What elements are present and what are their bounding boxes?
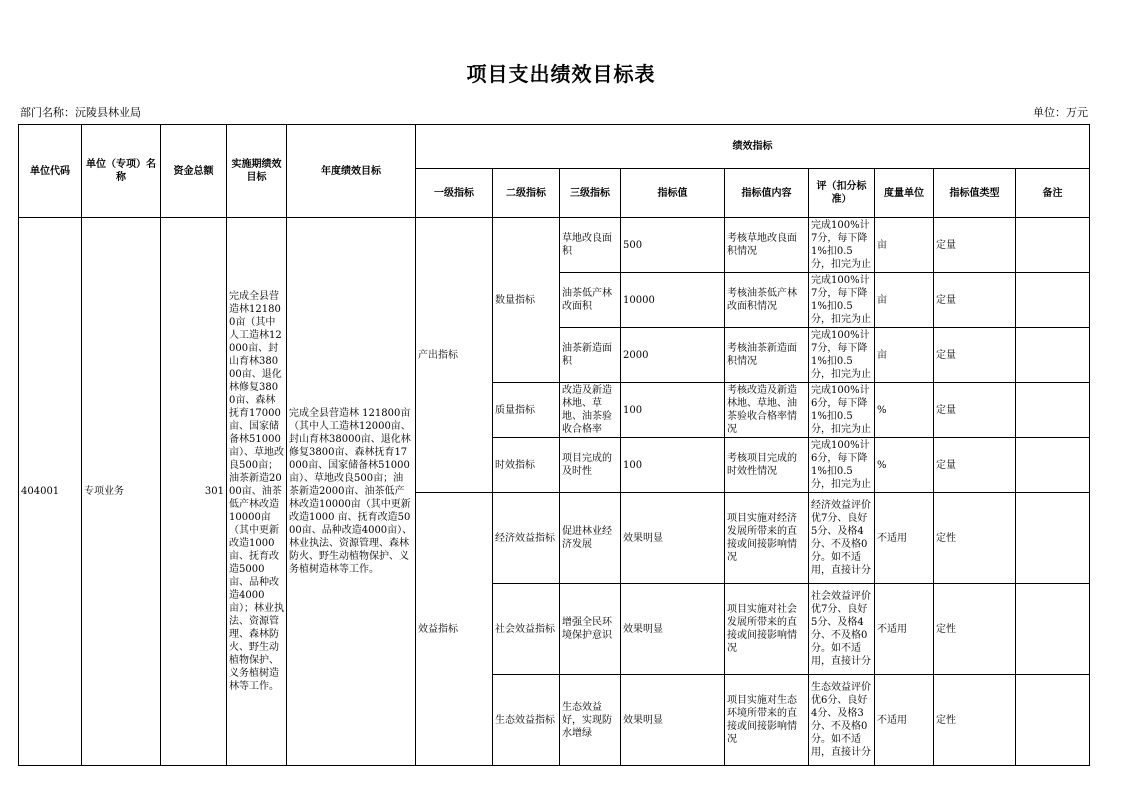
header-level2: 二级指标	[493, 169, 560, 218]
level3-cell: 生态效益好，实现防水增绿	[560, 675, 621, 766]
level3-cell: 油茶低产林改面积	[560, 273, 621, 328]
level2-economic-cell: 经济效益指标	[493, 493, 560, 584]
scoring-cell	[809, 218, 875, 273]
scoring-cell: 社会效益评价优7分、良好5分、及格4分、不及格0分。如不适用，直接计分	[809, 584, 875, 675]
indicator-value-cell: 100	[621, 438, 725, 493]
value-type-cell: 定量	[934, 273, 1016, 328]
total-funds-cell: 301	[161, 218, 227, 766]
indicator-content-cell: 考核草地改良面积情况	[725, 218, 809, 273]
header-period-goal: 实施期绩效目标	[227, 125, 287, 218]
header-indicator-value: 指标值	[621, 169, 725, 218]
header-unit-name: 单位（专项）名称	[82, 125, 161, 218]
remark-cell	[1016, 493, 1090, 584]
header-level3: 三级指标	[560, 169, 621, 218]
page-title: 项目支出绩效目标表	[466, 62, 656, 86]
level2-quantity-cell: 数量指标	[493, 218, 560, 383]
value-type-cell: 定量	[934, 383, 1016, 438]
indicator-content-cell: 考核项目完成的时效性情况	[725, 438, 809, 493]
indicator-value-cell: 500	[621, 218, 725, 273]
scoring-cell	[809, 438, 875, 493]
indicator-value-cell: 100	[621, 383, 725, 438]
unit-of-measure-cell: 亩	[875, 218, 934, 273]
unit-code-cell: 404001	[19, 218, 82, 766]
value-type-cell: 定量	[934, 218, 1016, 273]
unit-of-measure-cell: 不适用	[875, 493, 934, 584]
level3-cell: 油茶新造面积	[560, 328, 621, 383]
department-name: 部门名称：沅陵县林业局	[20, 106, 141, 119]
unit-of-measure-cell: 不适用	[875, 675, 934, 766]
indicator-value-cell: 2000	[621, 328, 725, 383]
level2-timeliness-cell: 时效指标	[493, 438, 560, 493]
header-unit-of-measure: 度量单位	[875, 169, 934, 218]
scoring-cell: 经济效益评价优7分、良好5分、及格4分、不及格0分。如不适用，直接计分	[809, 493, 875, 584]
remark-cell	[1016, 218, 1090, 273]
indicator-content-cell: 考核油茶新造面积情况	[725, 328, 809, 383]
indicator-value-cell: 效果明显	[621, 584, 725, 675]
level3-cell: 项目完成的及时性	[560, 438, 621, 493]
level3-cell: 改造及新造林地、草地、油茶验收合格率	[560, 383, 621, 438]
value-type-cell: 定性	[934, 493, 1016, 584]
scoring-text: 完成100%计6分，每下降1%扣0.5分，扣完为止	[811, 385, 871, 435]
unit-of-measure-cell: 亩	[875, 273, 934, 328]
annual-goal-cell: 完成全县营造林 121800亩（其中人工造林12000亩、封山育林38000亩、退化林修复3800亩、森林抚育17000亩、国家储备林51000亩）、草地改良500亩；油茶新造2000亩、油茶低产林改造10000亩（其中更新改造1000 亩、抚育改造5000亩、品种改造4000亩）、林业执法、资源管理、森林防火、野生动植物保护、义务植树造林等工作。	[287, 218, 416, 766]
value-type-cell: 定性	[934, 675, 1016, 766]
header-performance-indicators: 绩效指标	[416, 125, 1090, 169]
value-type-cell: 定量	[934, 328, 1016, 383]
remark-cell	[1016, 584, 1090, 675]
scoring-cell: 生态效益评价优6分、良好4分、及格3分、不及格0分。如不适用，直接计分	[809, 675, 875, 766]
indicator-value-cell: 10000	[621, 273, 725, 328]
header-indicator-content: 指标值内容	[725, 169, 809, 218]
value-type-cell: 定性	[934, 584, 1016, 675]
indicator-content-cell: 考核改造及新造林地、草地、油茶验收合格率情况	[725, 383, 809, 438]
level3-cell: 增强全民环境保护意识	[560, 584, 621, 675]
level2-quality-cell: 质量指标	[493, 383, 560, 438]
level1-benefit-cell: 效益指标	[416, 493, 493, 766]
unit-of-measure-cell: %	[875, 383, 934, 438]
header-total-funds: 资金总额	[161, 125, 227, 218]
remark-cell	[1016, 273, 1090, 328]
unit-name-cell: 专项业务	[82, 218, 161, 766]
scoring-cell	[809, 273, 875, 328]
scoring-cell	[809, 328, 875, 383]
currency-unit: 单位：万元	[1033, 106, 1088, 119]
unit-of-measure-cell: 不适用	[875, 584, 934, 675]
scoring-text: 完成100%计7分，每下降1%扣0.5分，扣完为止	[811, 220, 871, 270]
header-annual-goal: 年度绩效目标	[287, 125, 416, 218]
level2-ecological-cell: 生态效益指标	[493, 675, 560, 766]
header-value-type: 指标值类型	[934, 169, 1016, 218]
period-goal-cell: 完成全县营造林121800亩（其中人工造林12000亩、封山育林38000亩、退化林修复3800亩、森林抚育17000亩、国家储备林51000亩）、草地改良500亩；油茶新造2000亩、油茶低产林改造10000亩（其中更新改造1000亩、抚育改造5000亩、品种改造4000亩）；林业执法、资源管理、森林防火、野生动植物保护、义务植树造林等工作。	[227, 218, 287, 766]
header-level1: 一级指标	[416, 169, 493, 218]
scoring-text: 完成100%计7分，每下降1%扣0.5分，扣完为止	[811, 330, 871, 380]
level1-output-cell: 产出指标	[416, 218, 493, 493]
remark-cell	[1016, 438, 1090, 493]
indicator-content-cell: 考核油茶低产林改面积情况	[725, 273, 809, 328]
table-row	[19, 218, 1090, 273]
header-remarks: 备注	[1016, 169, 1090, 218]
unit-of-measure-cell: %	[875, 438, 934, 493]
header-scoring: 评（扣分标准）	[809, 169, 875, 218]
remark-cell	[1016, 675, 1090, 766]
remark-cell	[1016, 383, 1090, 438]
scoring-cell	[809, 383, 875, 438]
indicator-content-cell: 项目实施对经济发展所带来的直接或间接影响情况	[725, 493, 809, 584]
header-row-1	[19, 125, 1090, 169]
level3-cell: 草地改良面积	[560, 218, 621, 273]
scoring-text: 完成100%计7分，每下降1%扣0.5分，扣完为止	[811, 275, 871, 325]
performance-table	[18, 124, 1090, 766]
remark-cell	[1016, 328, 1090, 383]
scoring-text: 完成100%计6分，每下降1%扣0.5分，扣完为止	[811, 440, 871, 490]
level3-cell: 促进林业经济发展	[560, 493, 621, 584]
level2-social-cell: 社会效益指标	[493, 584, 560, 675]
indicator-content-cell: 项目实施对社会发展所带来的直接或间接影响情况	[725, 584, 809, 675]
header-unit-code: 单位代码	[19, 125, 82, 218]
unit-of-measure-cell: 亩	[875, 328, 934, 383]
indicator-value-cell: 效果明显	[621, 493, 725, 584]
indicator-content-cell: 项目实施对生态环境所带来的直接或间接影响情况	[725, 675, 809, 766]
indicator-value-cell: 效果明显	[621, 675, 725, 766]
value-type-cell: 定量	[934, 438, 1016, 493]
